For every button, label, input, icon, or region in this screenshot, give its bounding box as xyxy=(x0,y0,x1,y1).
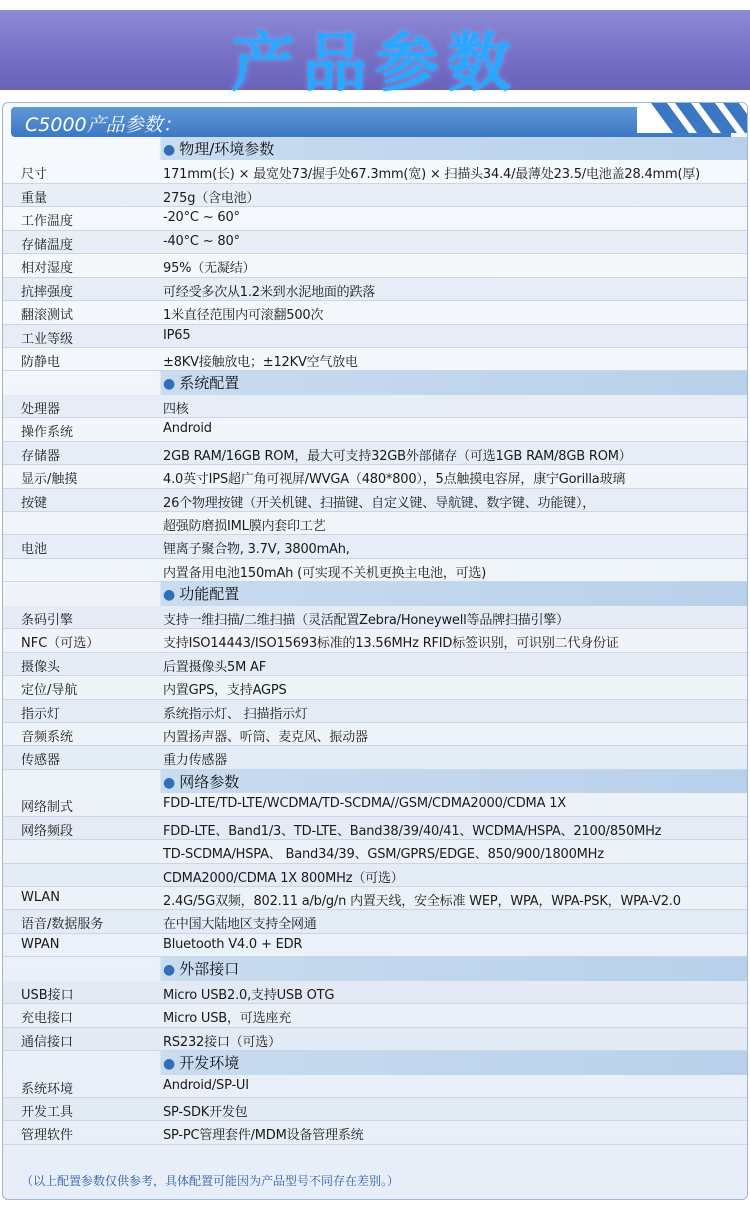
spec-value: 4.0英寸IPS超广角可视屏/WVGA（480*800），5点触摸电容屏，康宁Gorilla玻璃 xyxy=(163,472,626,488)
spec-row xyxy=(3,864,747,887)
spec-label: 系统环境 xyxy=(21,1081,74,1097)
spec-value: 超强防磨损IML膜内套印工艺 xyxy=(163,519,326,534)
spec-value: 重力传感器 xyxy=(163,753,228,769)
section-title xyxy=(163,372,239,393)
spec-row xyxy=(3,395,747,418)
bullet-icon: ● xyxy=(163,774,176,791)
spec-label: 存储温度 xyxy=(21,237,74,253)
spec-value: TD-SCDMA/HSPA、 Band34/39、GSM/GPRS/EDGE、850/900/1800MHz xyxy=(163,847,604,863)
spec-row xyxy=(3,184,747,207)
spec-row xyxy=(3,746,747,769)
spec-value: -40°C ~ 80° xyxy=(163,233,240,249)
spec-value: SP-PC管理套件/MDM设备管理系统 xyxy=(163,1128,364,1144)
row-divider xyxy=(3,1144,747,1145)
spec-value: 在中国大陆地区支持全网通 xyxy=(163,917,317,933)
banner xyxy=(0,10,750,101)
spec-row xyxy=(3,512,747,535)
spec-row xyxy=(3,1121,747,1144)
spec-row xyxy=(3,559,747,582)
spec-value: FDD-LTE/TD-LTE/WCDMA/TD-SCDMA//GSM/CDMA2000/CDMA 1X xyxy=(163,796,566,812)
section-title-text: 网络参数 xyxy=(179,772,240,791)
spec-value: Android/SP-UI xyxy=(163,1077,249,1093)
section-header xyxy=(3,770,747,793)
spec-row xyxy=(3,301,747,324)
spec-value: RS232接口（可选） xyxy=(163,1034,281,1050)
spec-row xyxy=(3,1028,747,1051)
section-title xyxy=(163,583,239,604)
spec-row xyxy=(3,910,747,933)
spec-value: 内置GPS，支持AGPS xyxy=(163,683,287,699)
spec-row xyxy=(3,1098,747,1121)
spec-row xyxy=(3,231,747,254)
spec-label: NFC（可选） xyxy=(21,636,100,652)
spec-value: 锂离子聚合物, 3.7V, 3800mAh, xyxy=(163,542,350,558)
spec-value: 后置摄像头5M AF xyxy=(163,659,266,675)
spec-label: 抗摔强度 xyxy=(21,284,74,300)
spec-label: 操作系统 xyxy=(21,425,74,441)
spec-row xyxy=(3,887,747,910)
section-header xyxy=(3,371,747,394)
spec-label: 摄像头 xyxy=(21,659,61,675)
spec-value: 内置备用电池150mAh (可实现不关机更换主电池，可选) xyxy=(163,565,487,581)
spec-value: 26个物理按键（开关机键、扫描键、自定义键、导航键、数字键、功能键）， xyxy=(163,495,596,511)
spec-value: FDD-LTE、Band1/3、TD-LTE、Band38/39/40/41、WCDMA/HSPA、2100/850MHz xyxy=(163,823,662,839)
bullet-icon: ● xyxy=(163,1056,176,1073)
section-title xyxy=(163,138,274,159)
spec-row xyxy=(3,254,747,277)
spec-label: 通信接口 xyxy=(21,1034,74,1050)
disclaimer-note: （以上配置参数仅供参考，具体配置可能因为产品型号不同存在差别。） xyxy=(21,1174,400,1188)
spec-value: CDMA2000/CDMA 1X 800MHz（可选） xyxy=(163,870,404,886)
spec-label: 开发工具 xyxy=(21,1104,74,1120)
spec-label: 防静电 xyxy=(21,354,61,370)
model-header-bar xyxy=(11,107,731,137)
section-title-text: 系统配置 xyxy=(179,374,240,393)
section-title xyxy=(163,1052,239,1073)
spec-value: 275g（含电池） xyxy=(163,190,260,206)
spec-row xyxy=(3,817,747,840)
spec-panel xyxy=(2,102,748,1200)
spec-row xyxy=(3,700,747,723)
spec-label: 指示灯 xyxy=(21,706,61,722)
spec-label: 条码引擎 xyxy=(21,612,74,628)
spec-value: 2GB RAM/16GB ROM，最大可支持32GB外部储存（可选1GB RAM/8GB ROM） xyxy=(163,448,632,464)
spec-label: 处理器 xyxy=(21,401,61,417)
spec-label: 存储器 xyxy=(21,448,61,464)
spec-row xyxy=(3,325,747,348)
spec-label: 按键 xyxy=(21,495,48,511)
spec-label: 音频系统 xyxy=(21,729,74,745)
spec-value: Micro USB2.0,支持USB OTG xyxy=(163,987,335,1003)
spec-value: 1米直径范围内可滚翻500次 xyxy=(163,308,324,324)
section-title xyxy=(163,958,239,979)
spec-value: SP-SDK开发包 xyxy=(163,1104,248,1120)
spec-row xyxy=(3,465,747,488)
section-header xyxy=(3,582,747,605)
spec-row xyxy=(3,442,747,465)
spec-label: 显示/触摸 xyxy=(21,472,78,488)
spec-value: ±8KV接触放电；±12KV空气放电 xyxy=(163,354,358,370)
spec-row xyxy=(3,418,747,441)
spec-row xyxy=(3,676,747,699)
spec-label: 尺寸 xyxy=(21,167,48,183)
spec-table xyxy=(3,137,747,1145)
spec-label: 语音/数据服务 xyxy=(21,917,104,933)
spec-label: 网络制式 xyxy=(21,800,74,816)
section-title-text: 开发环境 xyxy=(179,1054,240,1073)
spec-value: 2.4G/5G双频，802.11 a/b/g/n 内置天线，安全标准 WEP，WPA，WPA-PSK，WPA-V2.0 xyxy=(163,894,681,909)
spec-label: 工作温度 xyxy=(21,214,74,230)
spec-label: 传感器 xyxy=(21,753,61,769)
spec-label: 电池 xyxy=(21,542,48,558)
spec-value: 系统指示灯、 扫描指示灯 xyxy=(163,706,308,722)
spec-row xyxy=(3,629,747,652)
spec-row xyxy=(3,840,747,863)
spec-row xyxy=(3,278,747,301)
section-title-text: 功能配置 xyxy=(179,585,240,604)
spec-row xyxy=(3,723,747,746)
spec-row xyxy=(3,981,747,1004)
spec-value: 支持ISO14443/ISO15693标准的13.56MHz RFID标签识别，可识别二代身份证 xyxy=(163,636,619,652)
spec-row xyxy=(3,535,747,558)
section-header xyxy=(3,1051,747,1074)
spec-value: 四核 xyxy=(163,401,189,417)
spec-row xyxy=(3,489,747,512)
spec-label: WPAN xyxy=(21,936,60,952)
spec-label: 充电接口 xyxy=(21,1011,74,1027)
spec-value: 171mm(长) × 最宽处73/握手处67.3mm(宽) × 扫描头34.4/最薄处23.5/电池盖28.4mm(厚) xyxy=(163,167,701,183)
stripes-decoration xyxy=(637,103,747,133)
spec-value: Android xyxy=(163,421,212,437)
spec-row xyxy=(3,934,747,957)
spec-label: 相对湿度 xyxy=(21,261,74,277)
bullet-icon: ● xyxy=(163,962,176,979)
spec-value: 95%（无凝结） xyxy=(163,261,256,277)
spec-row xyxy=(3,606,747,629)
spec-label: 翻滚测试 xyxy=(21,308,74,324)
spec-row xyxy=(3,1004,747,1027)
spec-label: WLAN xyxy=(21,890,61,905)
section-header xyxy=(3,137,747,160)
banner-title: 产品参数 xyxy=(231,27,519,101)
spec-value: Micro USB，可选座充 xyxy=(163,1011,292,1027)
spec-label: 管理软件 xyxy=(21,1128,74,1144)
model-title: C5000产品参数： xyxy=(25,114,182,136)
spec-row xyxy=(3,207,747,230)
spec-row xyxy=(3,1075,747,1098)
spec-value: 支持一维扫描/二维扫描（灵活配置Zebra/Honeywell等品牌扫描引擎） xyxy=(163,612,569,628)
section-title xyxy=(163,771,239,792)
spec-label: 定位/导航 xyxy=(21,683,78,699)
spec-value: 可经受多次从1.2米到水泥地面的跌落 xyxy=(163,284,376,300)
spec-label: 工业等级 xyxy=(21,331,74,347)
spec-value: IP65 xyxy=(163,327,191,343)
spec-label: 重量 xyxy=(21,190,48,206)
bullet-icon: ● xyxy=(163,142,176,158)
spec-row xyxy=(3,653,747,676)
spec-value: Bluetooth V4.0 + EDR xyxy=(163,936,303,952)
spec-value: 内置扬声器、听筒、麦克风、振动器 xyxy=(163,729,368,745)
section-title-text: 物理/环境参数 xyxy=(179,140,275,158)
spec-row xyxy=(3,160,747,183)
section-header xyxy=(3,957,747,980)
bullet-icon: ● xyxy=(163,376,176,393)
section-title-text: 外部接口 xyxy=(179,960,240,979)
spec-row xyxy=(3,348,747,371)
bullet-icon: ● xyxy=(163,587,176,604)
spec-row xyxy=(3,793,747,816)
spec-label: USB接口 xyxy=(21,987,74,1003)
spec-value: -20°C ~ 60° xyxy=(163,210,240,226)
spec-label: 网络频段 xyxy=(21,823,74,839)
